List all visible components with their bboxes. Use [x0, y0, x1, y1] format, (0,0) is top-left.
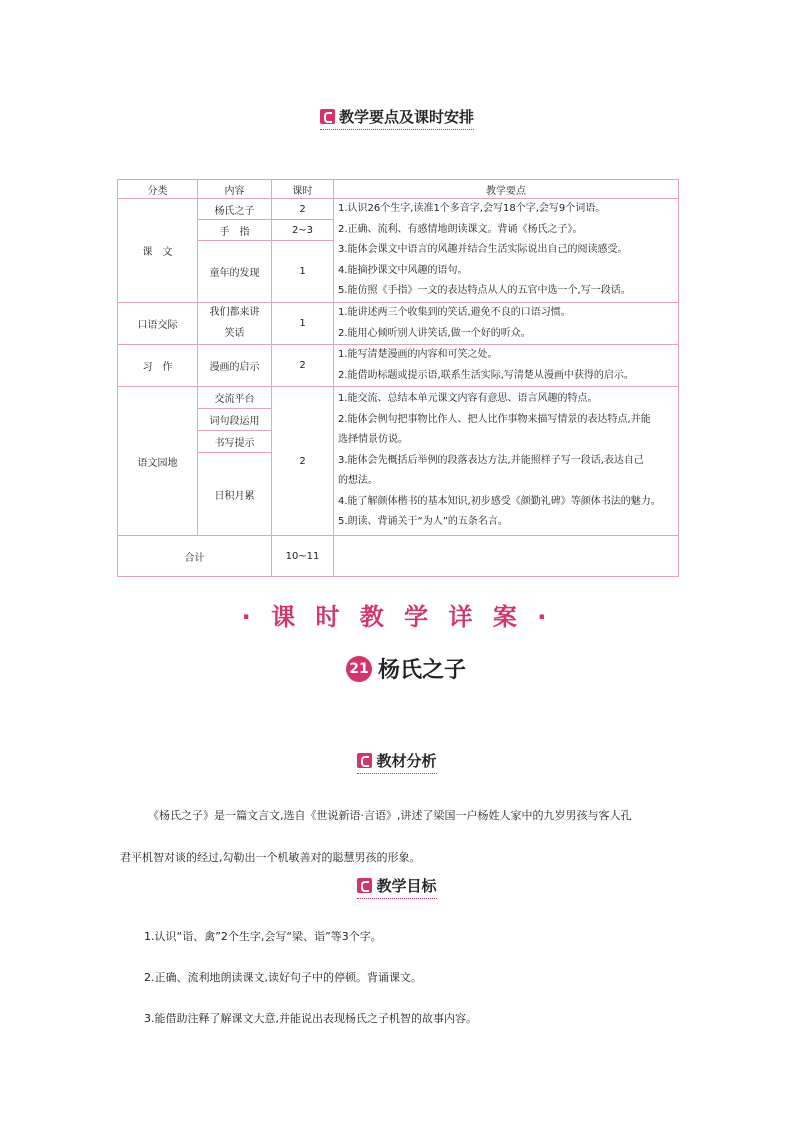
- point-line: 的想法。: [338, 475, 378, 487]
- point-line: 5.能仿照《手指》一文的表达特点从人的五官中选一个,写一段话。: [338, 285, 631, 297]
- point-line: 1.认识26个生字,读准1个多音字,会写18个字,会写9个词语。: [338, 203, 606, 215]
- header-hours: 课时: [272, 180, 334, 199]
- goals-list: [144, 916, 684, 1039]
- point-line: 3.能体会课文中语言的风趣并结合生活实际说出自己的阅读感受。: [338, 244, 628, 256]
- point-line: 1.能交流、总结本单元课文内容有意思、语言风趣的特点。: [338, 393, 598, 405]
- category-cell: 语文园地: [118, 387, 198, 536]
- content-line: 我们都来讲: [209, 307, 260, 318]
- hours-cell: 1: [272, 303, 334, 345]
- header-category: 分类: [118, 180, 198, 199]
- section-title: 教学目标: [376, 877, 437, 895]
- point-line: 2.正确、流利、有感情地朗读课文。背诵《杨氏之子》。: [338, 223, 583, 235]
- table-row: [118, 199, 679, 220]
- content-cell: 词句段运用: [198, 409, 272, 431]
- content-cell: 手 指: [198, 220, 272, 241]
- list-item: 2.正确、流利地朗读课文,读好句子中的停顿。背诵课文。: [144, 971, 422, 984]
- section-title: 教学要点及课时安排: [338, 108, 474, 126]
- points-cell: [334, 199, 679, 303]
- lesson-title: 杨氏之子: [378, 658, 467, 683]
- table-row: [118, 303, 679, 345]
- paragraph-line: 《杨氏之子》是一篇文言文,选自《世说新语·言语》,讲述了梁国一户杨姓人家中的九岁男孩与客人孔: [148, 809, 632, 822]
- content-line: 笑话: [224, 327, 245, 339]
- header-content: 内容: [198, 180, 272, 199]
- paragraph-line: 君平机智对谈的经过,勾勒出一个机敏善对的聪慧男孩的形象。: [120, 851, 421, 864]
- point-line: 2.能用心倾听别人讲笑话,做一个好的听众。: [338, 327, 531, 339]
- hours-cell: 1: [272, 241, 334, 303]
- points-cell: [334, 387, 679, 536]
- lesson-plan-table: [117, 179, 679, 577]
- content-cell: 童年的发现: [198, 241, 272, 303]
- hours-cell: 2~3: [272, 220, 334, 241]
- section-heading-analysis: [0, 750, 794, 774]
- category-cell: 习 作: [118, 345, 198, 387]
- section-heading-plan: [0, 106, 794, 130]
- table-header-row: [118, 180, 679, 199]
- hours-cell: 2: [272, 199, 334, 220]
- point-line: 1.能讲述两三个收集到的笑话,避免不良的口语习惯。: [338, 307, 571, 318]
- total-hours: 10~11: [272, 536, 334, 577]
- category-cell: 口语交际: [118, 303, 198, 345]
- bookmark-icon: [320, 109, 335, 124]
- table-row: [118, 387, 679, 409]
- total-label: 合计: [118, 536, 272, 577]
- category-cell: 课 文: [118, 199, 198, 303]
- hours-cell: 2: [272, 387, 334, 536]
- bookmark-icon: [357, 878, 372, 893]
- points-cell: [334, 303, 679, 345]
- point-line: 选择情景仿说。: [338, 434, 408, 446]
- content-cell: [198, 303, 272, 345]
- section-heading-goals: [0, 875, 794, 899]
- content-cell: 漫画的启示: [198, 345, 272, 387]
- point-line: 5.朗读、背诵关于“为人”的五条名言。: [338, 516, 508, 528]
- main-title: · 课 时 教 学 详 案 ·: [241, 603, 553, 631]
- section-title: 教材分析: [376, 752, 437, 770]
- total-empty-cell: [334, 536, 679, 577]
- point-line: 4.能摘抄课文中风趣的语句。: [338, 264, 468, 276]
- hours-cell: 2: [272, 345, 334, 387]
- points-cell: [334, 345, 679, 387]
- table-row: [118, 345, 679, 387]
- header-points: 教学要点: [334, 180, 679, 199]
- point-line: 4.能了解颜体楷书的基本知识,初步感受《颜勤礼碑》等颜体书法的魅力。: [338, 495, 661, 507]
- list-item: 3.能借助注释了解课文大意,并能说出表现杨氏之子机智的故事内容。: [144, 1012, 477, 1025]
- point-line: 3.能体会先概括后举例的段落表达方法,并能照样子写一段话,表达自己: [338, 454, 644, 466]
- analysis-paragraph: [120, 795, 680, 879]
- point-line: 2.能体会例句把事物比作人、把人比作事物来描写情景的表达特点,并能: [338, 413, 651, 425]
- content-cell: 书写提示: [198, 431, 272, 453]
- lesson-number-badge: 21: [346, 656, 372, 682]
- lesson-heading: [346, 653, 466, 684]
- content-cell: 交流平台: [198, 387, 272, 409]
- point-line: 1.能写清楚漫画的内容和可笑之处。: [338, 349, 498, 360]
- list-item: 1.认识“诣、禽”2个生字,会写“梁、诣”等3个字。: [144, 930, 382, 943]
- bookmark-icon: [357, 753, 372, 768]
- point-line: 2.能借助标题或提示语,联系生活实际,写清楚从漫画中获得的启示。: [338, 369, 634, 381]
- table-row: [118, 536, 679, 577]
- content-cell: 日积月累: [198, 453, 272, 536]
- content-cell: 杨氏之子: [198, 199, 272, 220]
